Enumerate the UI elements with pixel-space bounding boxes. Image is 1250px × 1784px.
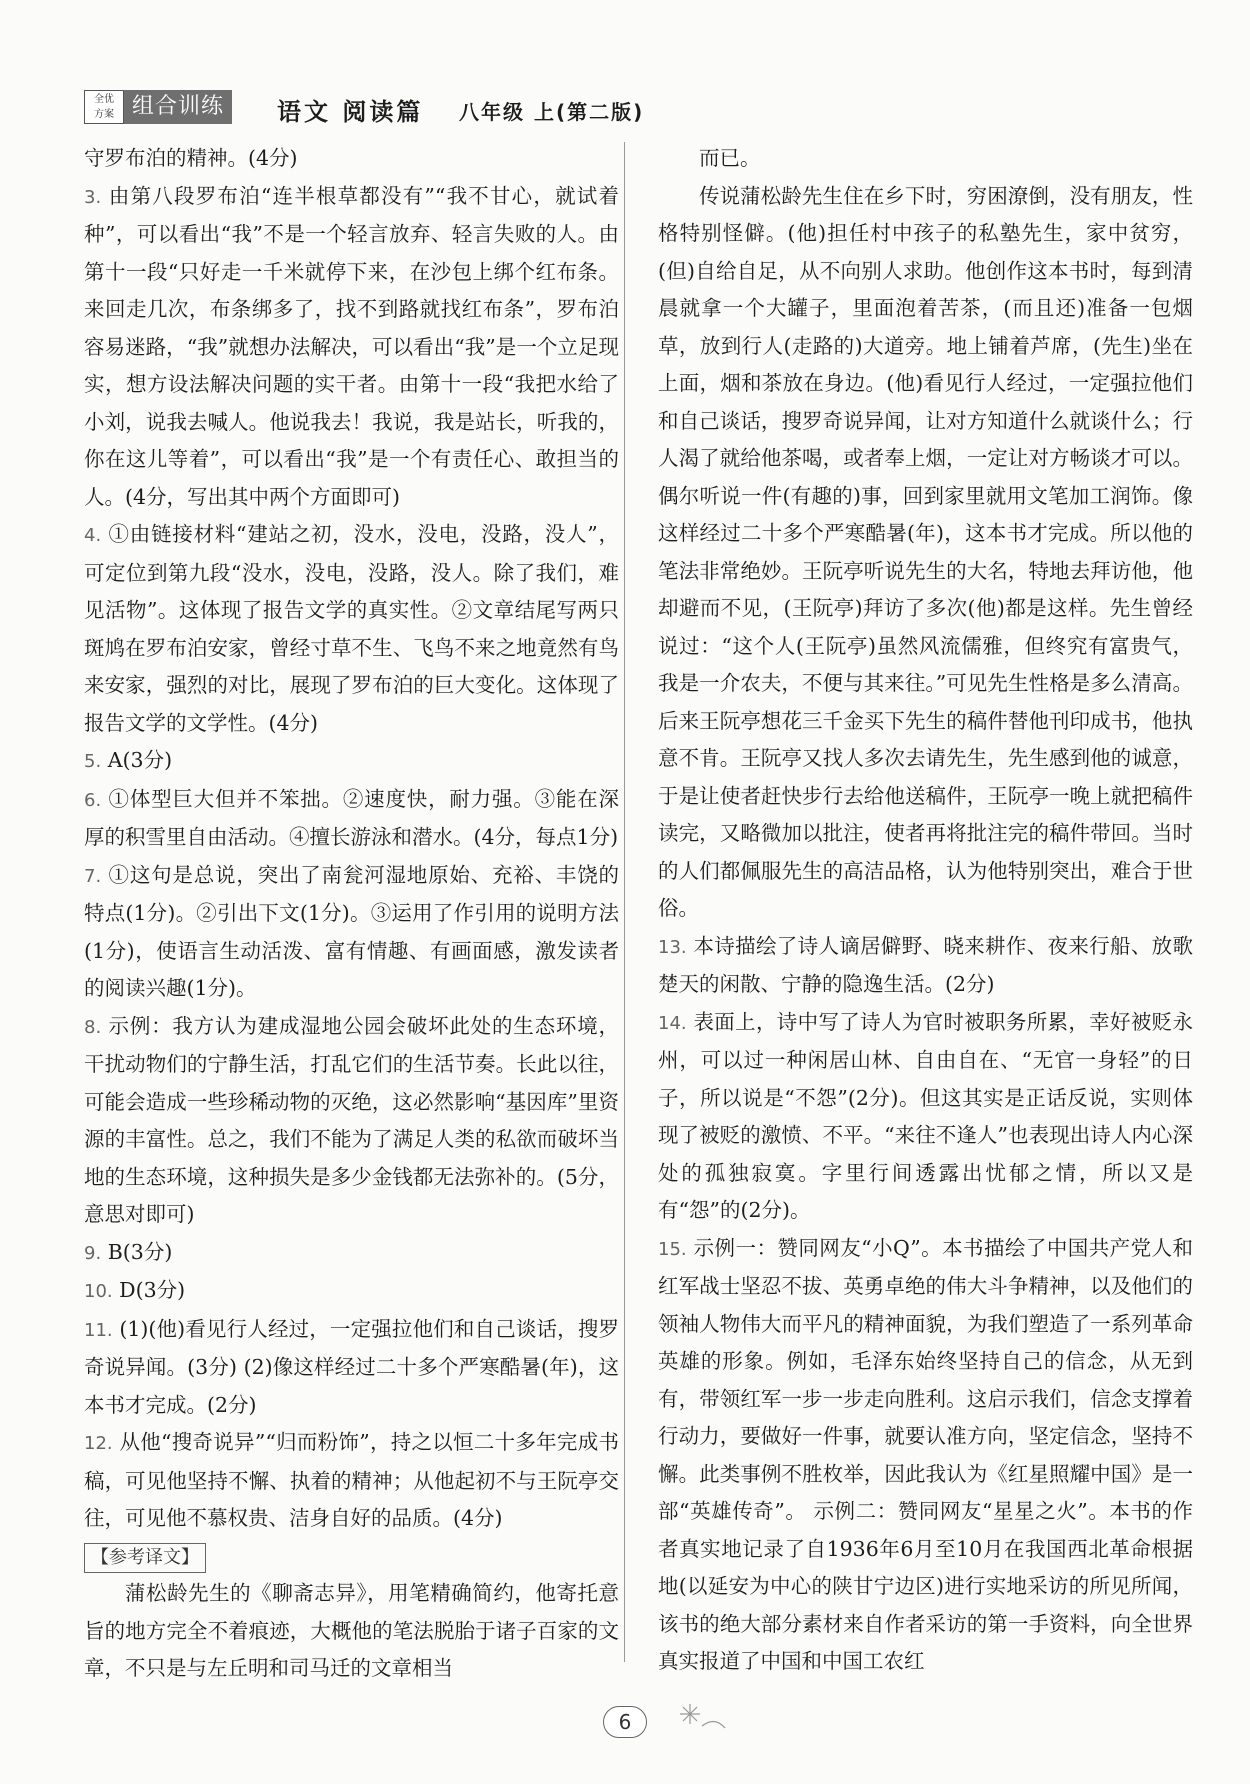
answer-text: 示例：我方认为建成湿地公园会破坏此处的生态环境，干扰动物们的宁静生活，打乱它们的生活节奏。长此以往，可能会造成一些珍稀动物的灭绝，这必然影响“基因库”里资源的丰富性。总之，我们不能为了满足人类的私欲而破坏当地的生态环境，这种损失是多少金钱都无法弥补的。(5分，意思对即可) xyxy=(84,1013,619,1226)
series-logo-small-line2: 方案 xyxy=(94,109,114,120)
answer-text: 蒲松龄先生的《聊斋志异》，用笔精确简约，他寄托意旨的地方完全不着痕迹，大概他的笔法脱胎于诸子百家的文章，不只是与左丘明和司马迁的文章相当 xyxy=(84,1581,619,1680)
left-column-paragraph xyxy=(84,1311,619,1425)
page-header xyxy=(84,90,1184,128)
right-column-paragraph xyxy=(658,1230,1193,1681)
answer-text: 从他“搜奇说异”“归而粉饰”，持之以恒二十多年完成书稿，可见他坚持不懈、执着的精神；从他起初不与王阮亭交往，可见他不慕权贵、洁身自好的品质。(4分) xyxy=(84,1430,619,1530)
left-column-paragraph xyxy=(84,742,619,781)
answer-text: ①体型巨大但并不笨拙。②速度快，耐力强。③能在深厚的积雪里自由活动。④擅长游泳和潜水。(4分，每点1分) xyxy=(84,786,619,849)
page-number-value: 6 xyxy=(603,1706,647,1738)
question-number: 4. xyxy=(84,525,102,546)
series-title: 组合训练 xyxy=(124,90,232,124)
right-column xyxy=(658,140,1193,1681)
answer-text: 本诗描绘了诗人谪居僻野、晓来耕作、夜来行船、放歌楚天的闲散、宁静的隐逸生活。(2分) xyxy=(658,933,1193,996)
left-column-paragraph xyxy=(84,1575,619,1688)
answer-text: 传说蒲松龄先生住在乡下时，穷困潦倒，没有朋友，性格特别怪僻。(他)担任村中孩子的私塾先生，家中贫穷，(但)自给自足，从不向别人求助。他创作这本书时，每到清晨就拿一个大罐子，里面泡着苦茶，(而且还)准备一包烟草，放到行人(走路的)大道旁。地上铺着芦席，(先生)坐在上面，烟和茶放在身边。(他)看见行人经过，一定强拉他们和自己谈话，搜罗奇说异闻，让对方知道什么就谈什么；行人渴了就给他茶喝，或者奉上烟，一定让对方畅谈才可以。偶尔听说一件(有趣的)事，回到家里就用文笔加工润饰。像这样经过二十多个严寒酷暑(年)，这本书才完成。所以他的笔法非常绝妙。王阮亭听说先生的大名，特地去拜访他，他却避而不见，(王阮亭)拜访了多次(他)都是这样。先生曾经说过：“这个人(王阮亭)虽然风流儒雅，但终究有富贵气，我是一介农夫，不便与其来往。”可见先生性格是多么清高。后来王阮亭想花三千金买下先生的稿件替他刊印成书，他执意不肯。王阮亭又找人多次去请先生，先生感到他的诚意，于是让使者赶快步行去给他送稿件，王阮亭一晚上就把稿件读完，又略微加以批注，使者再将批注完的稿件带回。当时的人们都佩服先生的高洁品格，认为他特别突出，难合于世俗。 xyxy=(658,183,1193,920)
question-number: 13. xyxy=(658,936,687,958)
question-number: 3. xyxy=(84,186,102,208)
answer-text: 而已。 xyxy=(699,146,761,170)
answer-text: B(3分) xyxy=(107,1239,173,1264)
answer-text: (1)(他)看见行人经过，一定强拉他们和自己谈话，搜罗奇说异闻。(3分) (2)像这样经过二十多个严寒酷暑(年)，这本书才完成。(2分) xyxy=(84,1316,619,1417)
subject-title: 语文 阅读篇 xyxy=(277,98,424,126)
left-column-paragraph xyxy=(84,140,619,178)
left-column-paragraph xyxy=(84,516,619,742)
reference-translation-label: 【参考译文】 xyxy=(84,1543,206,1573)
question-number: 10. xyxy=(84,1281,113,1302)
answer-text: D(3分) xyxy=(119,1278,186,1302)
left-column xyxy=(84,140,619,1688)
answer-text: 由第八段罗布泊“连半根草都没有”“我不甘心，就试着种”，可以看出“我”不是一个轻言放弃、轻言失败的人。由第十一段“只好走一千米就停下来，在沙包上绑个红布条。来回走几次，布条绑多了，找不到路就找红布条”，罗布泊容易迷路，“我”就想办法解决，可以看出“我”是一个立足现实，想方设法解决问题的实干者。由第十一段“我把水给了小刘，说我去喊人。他说我去！我说，我是站长，听我的，你在这儿等着”，可以看出“我”是一个有责任心、敢担当的人。(4分，写出其中两个方面即可) xyxy=(84,183,619,509)
right-column-paragraph xyxy=(658,1004,1193,1230)
left-column-paragraph xyxy=(84,1234,619,1273)
right-column-paragraph xyxy=(658,178,1193,928)
left-column-paragraph xyxy=(84,1008,619,1234)
question-number: 11. xyxy=(84,1319,113,1341)
question-number: 9. xyxy=(84,1242,102,1264)
left-column-paragraph xyxy=(84,1272,619,1311)
left-column-paragraph xyxy=(84,857,619,1008)
question-number: 6. xyxy=(84,789,102,811)
column-divider xyxy=(624,142,625,1662)
answer-text: ①这句是总说，突出了南瓮河湿地原始、充裕、丰饶的特点(1分)。②引出下文(1分)。③运用了作引用的说明方法(1分)，使语言生动活泼、富有情趣、有画面感，激发读者的阅读兴趣(1分)。 xyxy=(84,862,619,1000)
answer-text: 守罗布泊的精神。(4分) xyxy=(84,146,298,170)
question-number: 14. xyxy=(658,1012,687,1034)
series-logo-small xyxy=(84,90,124,124)
page-number xyxy=(0,1706,1250,1738)
answer-text: 表面上，诗中写了诗人为官时被职务所累，幸好被贬永州，可以过一种闲居山林、自由自在、“无官一身轻”的日子，所以说是“不怨”(2分)。但这其实是正话反说，实则体现了被贬的激愤、不平。“来往不逢人”也表现出诗人内心深处的孤独寂寞。字里行间透露出忧郁之情，所以又是有“怨”的(2分)。 xyxy=(658,1009,1193,1222)
question-number: 7. xyxy=(84,865,102,887)
left-column-paragraph xyxy=(84,1424,619,1538)
left-column-paragraph xyxy=(84,178,619,517)
question-number: 5. xyxy=(84,751,102,772)
answer-text: 示例一：赞同网友“小Q”。本书描绘了中国共产党人和红军战士坚忍不拔、英勇卓绝的伟大斗争精神，以及他们的领袖人物伟大而平凡的精神面貌，为我们塑造了一系列革命英雄的形象。例如，毛泽东始终坚持自己的信念，从无到有，带领红军一步一步走向胜利。这启示我们，信念支撑着行动力，要做好一件事，就要认准方向，坚定信念，坚持不懈。此类事例不胜枚举，因此我认为《红星照耀中国》是一部“英雄传奇”。 示例二：赞同网友“星星之火”。本书的作者真实地记录了自1936年6月至10月在我国西北革命根据地(以延安为中心的陕甘宁边区)进行实地采访的所见所闻，该书的绝大部分素材来自作者采访的第一手资料，向全世界真实报道了中国和中国工农红 xyxy=(658,1235,1193,1673)
question-number: 12. xyxy=(84,1433,113,1454)
left-column-paragraph xyxy=(84,781,619,857)
question-number: 15. xyxy=(658,1238,687,1260)
grade-label: 八年级 上(第二版) xyxy=(459,100,645,124)
series-logo-small-line1: 全优 xyxy=(94,94,114,105)
series-logo xyxy=(84,90,232,124)
right-column-paragraph xyxy=(658,928,1193,1004)
reference-translation-tag xyxy=(84,1538,619,1576)
answer-text: ①由链接材料“建站之初，没水，没电，没路，没人”，可定位到第九段“没水，没电，没路，没人。除了我们，难见活物”。这体现了报告文学的真实性。②文章结尾写两只斑鸠在罗布泊安家，曾经寸草不生、飞鸟不来之地竟然有鸟来安家，强烈的对比，展现了罗布泊的巨大变化。这体现了报告文学的文学性。(4分) xyxy=(84,522,619,735)
answer-text: A(3分) xyxy=(107,748,173,772)
question-number: 8. xyxy=(84,1016,102,1038)
right-column-paragraph xyxy=(658,140,1193,178)
